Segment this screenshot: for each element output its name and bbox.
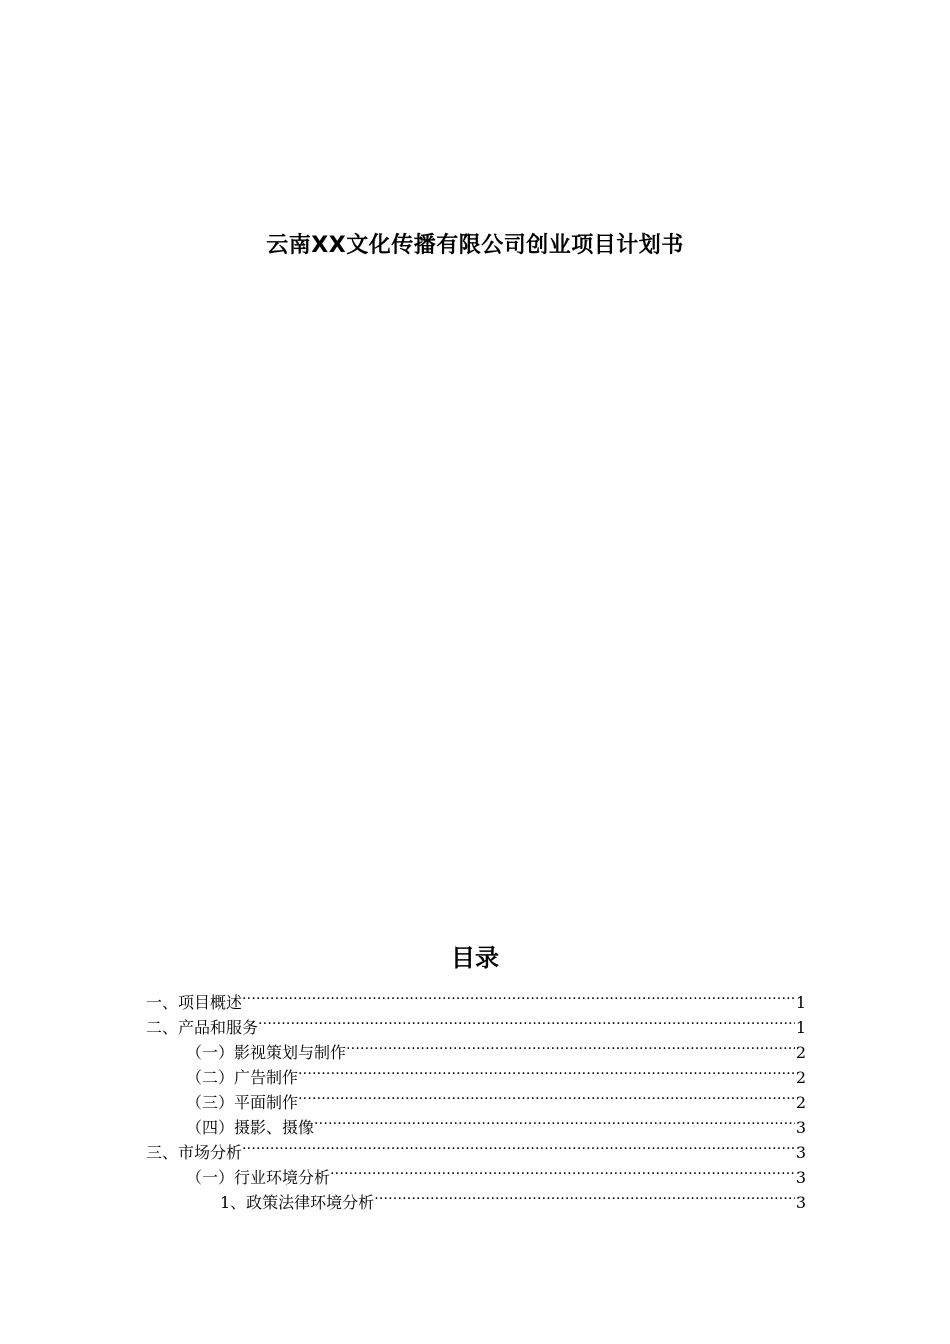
toc-entry-industry-environment[interactable]: [146, 1158, 806, 1187]
toc-entry-products-services[interactable]: [146, 1008, 806, 1037]
toc-entry-page: 3: [795, 1168, 806, 1187]
toc-entry-label: （三）平面制作: [186, 1093, 299, 1112]
toc-leader-dots: [242, 983, 795, 1008]
toc-leader-dots: [330, 1158, 795, 1183]
toc-leader-dots: [298, 1083, 795, 1108]
toc-entry-label: （一）行业环境分析: [186, 1168, 331, 1187]
toc-entry-label: 二、产品和服务: [146, 1018, 259, 1037]
toc-leader-dots: [242, 1133, 795, 1158]
toc-entry-label: 一、项目概述: [146, 993, 243, 1012]
toc-entry-page: 3: [795, 1118, 806, 1137]
toc-entry-project-overview[interactable]: [146, 983, 806, 1012]
table-of-contents: [146, 983, 806, 1212]
toc-entry-page: 2: [795, 1043, 806, 1062]
toc-entry-page: 1: [795, 1018, 806, 1037]
toc-entry-label: （二）广告制作: [186, 1068, 299, 1087]
toc-leader-dots: [314, 1108, 795, 1133]
toc-entry-page: 3: [795, 1143, 806, 1162]
toc-leader-dots: [374, 1183, 795, 1208]
toc-entry-label: （四）摄影、摄像: [186, 1118, 315, 1137]
toc-leader-dots: [298, 1058, 795, 1083]
toc-entry-page: 3: [795, 1193, 806, 1212]
document-title: 云南XX文化传播有限公司创业项目计划书: [266, 233, 684, 258]
toc-entry-page: 1: [795, 993, 806, 1012]
toc-entry-label: 三、市场分析: [146, 1143, 243, 1162]
toc-entry-market-analysis[interactable]: [146, 1133, 806, 1162]
toc-leader-dots: [346, 1033, 795, 1058]
toc-leader-dots: [258, 1008, 795, 1033]
toc-entry-label: 1、政策法律环境分析: [220, 1193, 375, 1212]
toc-heading: 目录: [451, 944, 499, 972]
toc-entry-page: 2: [795, 1068, 806, 1087]
toc-entry-label: （一）影视策划与制作: [186, 1043, 347, 1062]
toc-entry-page: 2: [795, 1093, 806, 1112]
